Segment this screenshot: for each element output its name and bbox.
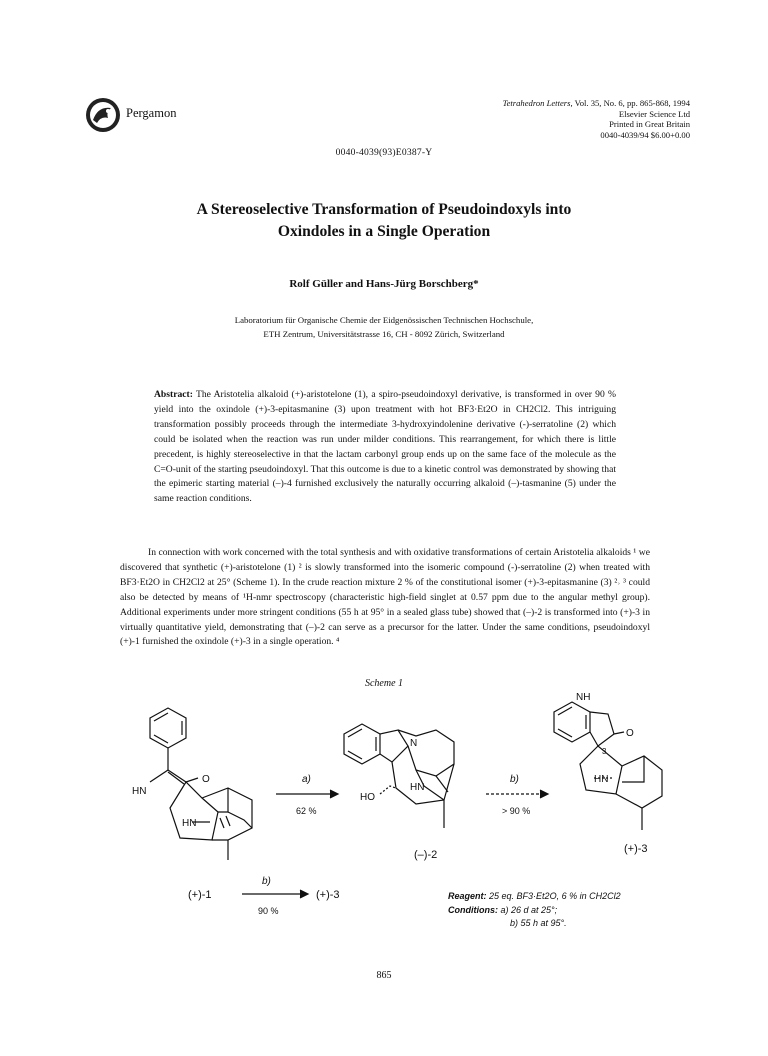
atom-label-hn-1: HN xyxy=(132,786,147,797)
scheme-title: Scheme 1 xyxy=(364,678,404,689)
locant-3: 3 xyxy=(602,747,607,756)
atom-label-n: N xyxy=(410,738,418,749)
atom-label-nh: NH xyxy=(576,692,591,703)
compound-2-label: (–)-2 xyxy=(414,849,438,861)
affiliation-line-1: Laboratorium für Organische Chemie der Eidgenössischen Technischen Hochschule, xyxy=(234,315,534,325)
journal-publisher: Elsevier Science Ltd xyxy=(618,108,690,119)
compound-3-benzene-ring xyxy=(554,702,590,742)
step-b-yield: > 90 % xyxy=(502,806,531,816)
step-a-yield: 62 % xyxy=(296,806,317,816)
journal-printed: Printed in Great Britain xyxy=(609,119,690,130)
atom-label-o-1: O xyxy=(202,774,210,785)
abstract xyxy=(154,388,616,507)
body-paragraph: In connection with work concerned with the total synthesis and with oxidative transformations of certain Aristotelia alkaloids ¹ we discovered that synthetic (+)-aristotelone (1) ² is slowly transformed into the isomeric compound (-)-serratoline (2) when treated with BF3·Et2O in CH2Cl2 at 25° (Scheme 1). In the crude reaction mixture 2 % of the constitutional isomer (+)-3-epitasmanine (3) ²˒ ³ could also be detected by means of ¹H-nmr spectroscopy (characteristic high-field singlet at 0.57 ppm due to the angular methyl group). Additional experiments under more stringent conditions (55 h at 95° in a sealed glass tube) showed that (–)-2 is transformed into (+)-3 in virtually quantitative yield, demonstrating that (–)-2 can serve as a precursor for the latter. Under the same conditions, pseudoindoxyl (+)-1 furnished the oxindole (+)-3 in a single operation. ⁴ xyxy=(120,547,650,648)
atom-label-hn-3: HN xyxy=(410,782,425,793)
journal-name: Tetrahedron Letters xyxy=(502,98,571,108)
reagent-label: Reagent: xyxy=(448,891,487,901)
body-text xyxy=(120,546,650,650)
article-doi: 0040-4039(93)E0387-Y xyxy=(335,147,433,158)
author-affiliation xyxy=(0,313,768,341)
compound-2-benzene-ring xyxy=(344,724,380,764)
reaction-conditions xyxy=(448,890,621,931)
abstract-text: The Aristotelia alkaloid (+)-aristotelone (1), a spiro-pseudoindoxyl derivative, is transformed in over 90 % yield into the oxindole (+)-3-epitasmanine (3) upon treatment with hot BF3·Et2O in CH2Cl2. This intriguing transformation possibly proceeds through the intermediate 3-hydroxyindolenine derivative (-)-serratoline (2) which could be isolated when the reaction was run under milder conditions. This rearrangement, for which there is little precedent, is highly stereoselective in that the lactam carbonyl group ends up on the same face of the molecule as the C=O-unit of the starting pseudoindoxyl. That this outcome is due to a kinetic control was demonstrated by showing that the epimeric starting material (–)-4 furnished exclusively the naturally occurring alkaloid (–)-tasmanine (5) under the same reaction conditions. xyxy=(154,389,616,505)
conditions-label: Conditions: xyxy=(448,904,498,915)
condition-a: a) 26 d at 25°; xyxy=(500,904,558,915)
compound-3-direct-label: (+)-3 xyxy=(316,889,340,901)
page-number: 865 xyxy=(376,970,392,981)
pergamon-logo-icon xyxy=(84,96,122,134)
compound-1-benzene-ring xyxy=(150,708,186,748)
atom-label-hn-4: HN xyxy=(594,774,609,785)
atom-label-hn-2: HN xyxy=(182,818,197,829)
article-title xyxy=(120,199,648,243)
article-authors: Rolf Güller and Hans-Jürg Borschberg* xyxy=(289,278,479,290)
conditions-line xyxy=(448,904,621,918)
compound-1-label: (+)-1 xyxy=(188,889,212,901)
abstract-label: Abstract: xyxy=(154,389,193,400)
journal-volume: , Vol. 35, No. 6, pp. 865-868, 1994 xyxy=(570,98,690,108)
title-line-1: A Stereoselective Transformation of Pseudoindoxyls into xyxy=(196,201,572,218)
step-b-label: b) xyxy=(510,774,519,785)
step-a-label: a) xyxy=(302,774,311,785)
direct-step-yield: 90 % xyxy=(258,906,279,916)
journal-info xyxy=(370,98,690,140)
atom-label-ho: HO xyxy=(360,792,375,803)
reagent-line xyxy=(448,890,621,904)
direct-step-label: b) xyxy=(262,876,271,887)
journal-issn: 0040-4039/94 $6.00+0.00 xyxy=(600,129,690,140)
affiliation-line-2: ETH Zentrum, Universitätstrasse 16, CH - 8092 Zürich, Switzerland xyxy=(263,329,505,339)
compound-3-label: (+)-3 xyxy=(624,843,648,855)
condition-b: b) 55 h at 95°. xyxy=(510,918,567,928)
atom-label-o-2: O xyxy=(626,728,634,739)
journal-citation xyxy=(370,98,690,109)
title-line-2: Oxindoles in a Single Operation xyxy=(277,223,491,240)
reagent-text: 25 eq. BF3·Et2O, 6 % in CH2Cl2 xyxy=(489,891,621,901)
publisher-name: Pergamon xyxy=(126,106,177,120)
